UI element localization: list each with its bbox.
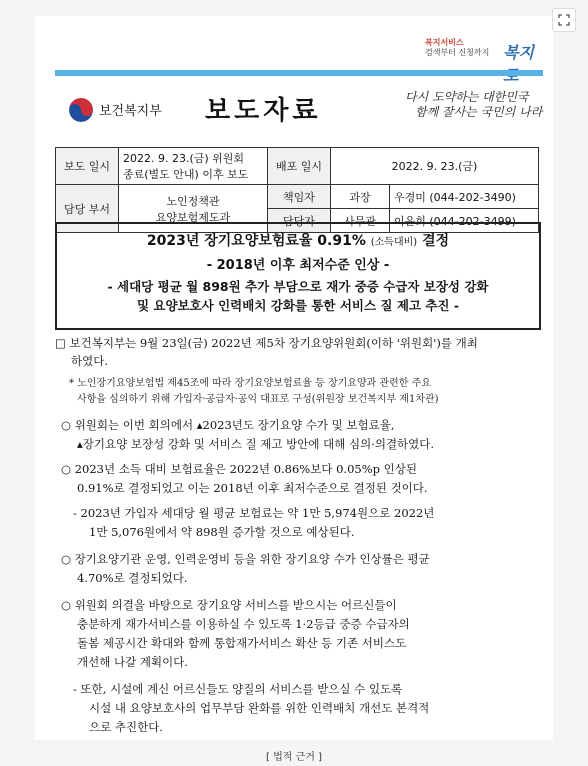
dept-label: 담당 부서 [56,185,119,233]
header-accent-bar [55,70,543,76]
para-6-line3: 돌봄 제공시간 확대와 함께 통합재가서비스 확산 등 기존 서비스도 [77,636,407,650]
headline-box [55,222,541,330]
headline-sub: - 2018년 이후 최저수준 인상 - [206,258,390,273]
resp-contact [390,185,539,209]
headline-main-text: 2023년 장기요양보험료율 0.91% [146,233,366,249]
resp-name: 우경미 [394,190,426,204]
para-7-line1: - 또한, 시설에 계신 어르신들도 양질의 서비스를 받으실 수 있도록 [73,682,403,696]
para-3-line2: 0.91%로 결정되었고 이는 2018년 이후 최저수준으로 결정된 것이다. [77,481,428,495]
press-title: 보도자료 [205,96,322,126]
para-5-line1: ○ 장기요양기관 운영, 인력운영비 등을 위한 장기요양 수가 인상률은 평균 [61,552,430,566]
resp-rank: 과장 [331,185,390,209]
taegeuk-logo-icon [69,98,93,122]
ministry-name: 보건복지부 [99,104,162,119]
para-2-line1: ○ 위원회는 이번 회의에서 ▴2023년도 장기요양 수가 및 보험료율, [61,418,395,432]
para-2-line2: ▴장기요양 보장성 강화 및 서비스 질 제고 방안에 대해 심의·의결하였다. [77,437,435,451]
para-6-line2: 충분하게 재가서비스를 이용하실 수 있도록 1·2등급 중증 수급자의 [77,617,410,631]
para-1-line2: 하였다. [71,354,108,368]
staff-tel: (044-202-3499) [429,214,516,228]
dept-line2: 요양보험제도과 [155,210,231,224]
para-4-line2: 1만 5,076원에서 약 898원 증가할 것으로 예상된다. [89,525,355,539]
report-date-value [119,148,268,185]
press-release-page [35,16,553,740]
headline-detail [57,277,539,315]
expand-button[interactable] [552,8,576,32]
resp-label: 책임자 [268,185,331,209]
press-header [55,84,543,142]
report-date-value-line2: 종료(별도 안내) 이후 보도 [123,168,249,181]
logo-brand: 복지 [503,43,534,62]
release-info-table [55,147,539,233]
slogan-line1: 다시 도약하는 대한민국 [405,90,529,104]
staff-name: 이윤희 [394,214,426,228]
note-1-line2: 사항을 심의하기 위해 가입자·공급자·공익 대표로 구성(위원장 보건복지부 제1차관) [77,394,439,405]
para-5-line2: 4.70%로 결정되었다. [77,571,188,585]
headline-detail-line1: - 세대당 평균 월 898원 추가 부담으로 재가 중증 수급자 보장성 강화 [107,279,489,294]
para-7-line3: 으로 추진한다. [89,720,163,734]
logo-line2: 검색부터 신청까지 [425,48,490,57]
headline-main [57,230,539,250]
headline-main-end: 결정 [422,233,450,249]
logo-line1: 복지서비스 [425,38,464,47]
para-1-line1: □ 보건복지부는 9월 23일(금) 2022년 제5차 장기요양위원회(이하 '위원회')를 개최 [55,336,478,350]
report-date-label: 보도 일시 [56,148,119,185]
resp-tel: (044-202-3490) [429,190,516,204]
para-6-line1: ○ 위원회 의결을 바탕으로 장기요양 서비스를 받으시는 어르신들이 [61,598,397,612]
para-4-line1: - 2023년 가입자 세대당 월 평균 보험료는 약 1만 5,974원으로 2022년 [73,506,435,520]
staff-rank: 사무관 [331,209,390,233]
para-3-line1: ○ 2023년 소득 대비 보험료율은 2022년 0.86%보다 0.05%p 인상된 [61,462,417,476]
dept-line1: 노인정책관 [166,194,220,208]
dist-date-value: 2022. 9. 23.(금) [331,148,539,185]
expand-icon [558,14,570,26]
para-6-line4: 개선해 나갈 계획이다. [77,655,188,669]
section-label-legal-basis: [ 법적 근거 ] [266,752,322,763]
staff-label: 담당자 [268,209,331,233]
dist-date-label: 배포 일시 [268,148,331,185]
report-date-value-line1: 2022. 9. 23.(금) 위원회 [123,152,245,165]
slogan-line2: 함께 잘사는 국민의 나라 [415,105,543,119]
para-7-line2: 시설 내 요양보호사의 업무부담 완화를 위한 인력배치 개선도 본격적 [89,701,430,715]
headline-detail-line2: 및 요양보호사 인력배치 강화를 통한 서비스 질 제고 추진 - [136,298,460,313]
headline-main-note: (소득대비) [370,237,418,248]
slogan [405,90,542,120]
note-1-line1: * 노인장기요양보험법 제45조에 따라 장기요양보험료율 등 장기요양과 관련한 주요 [69,378,431,389]
